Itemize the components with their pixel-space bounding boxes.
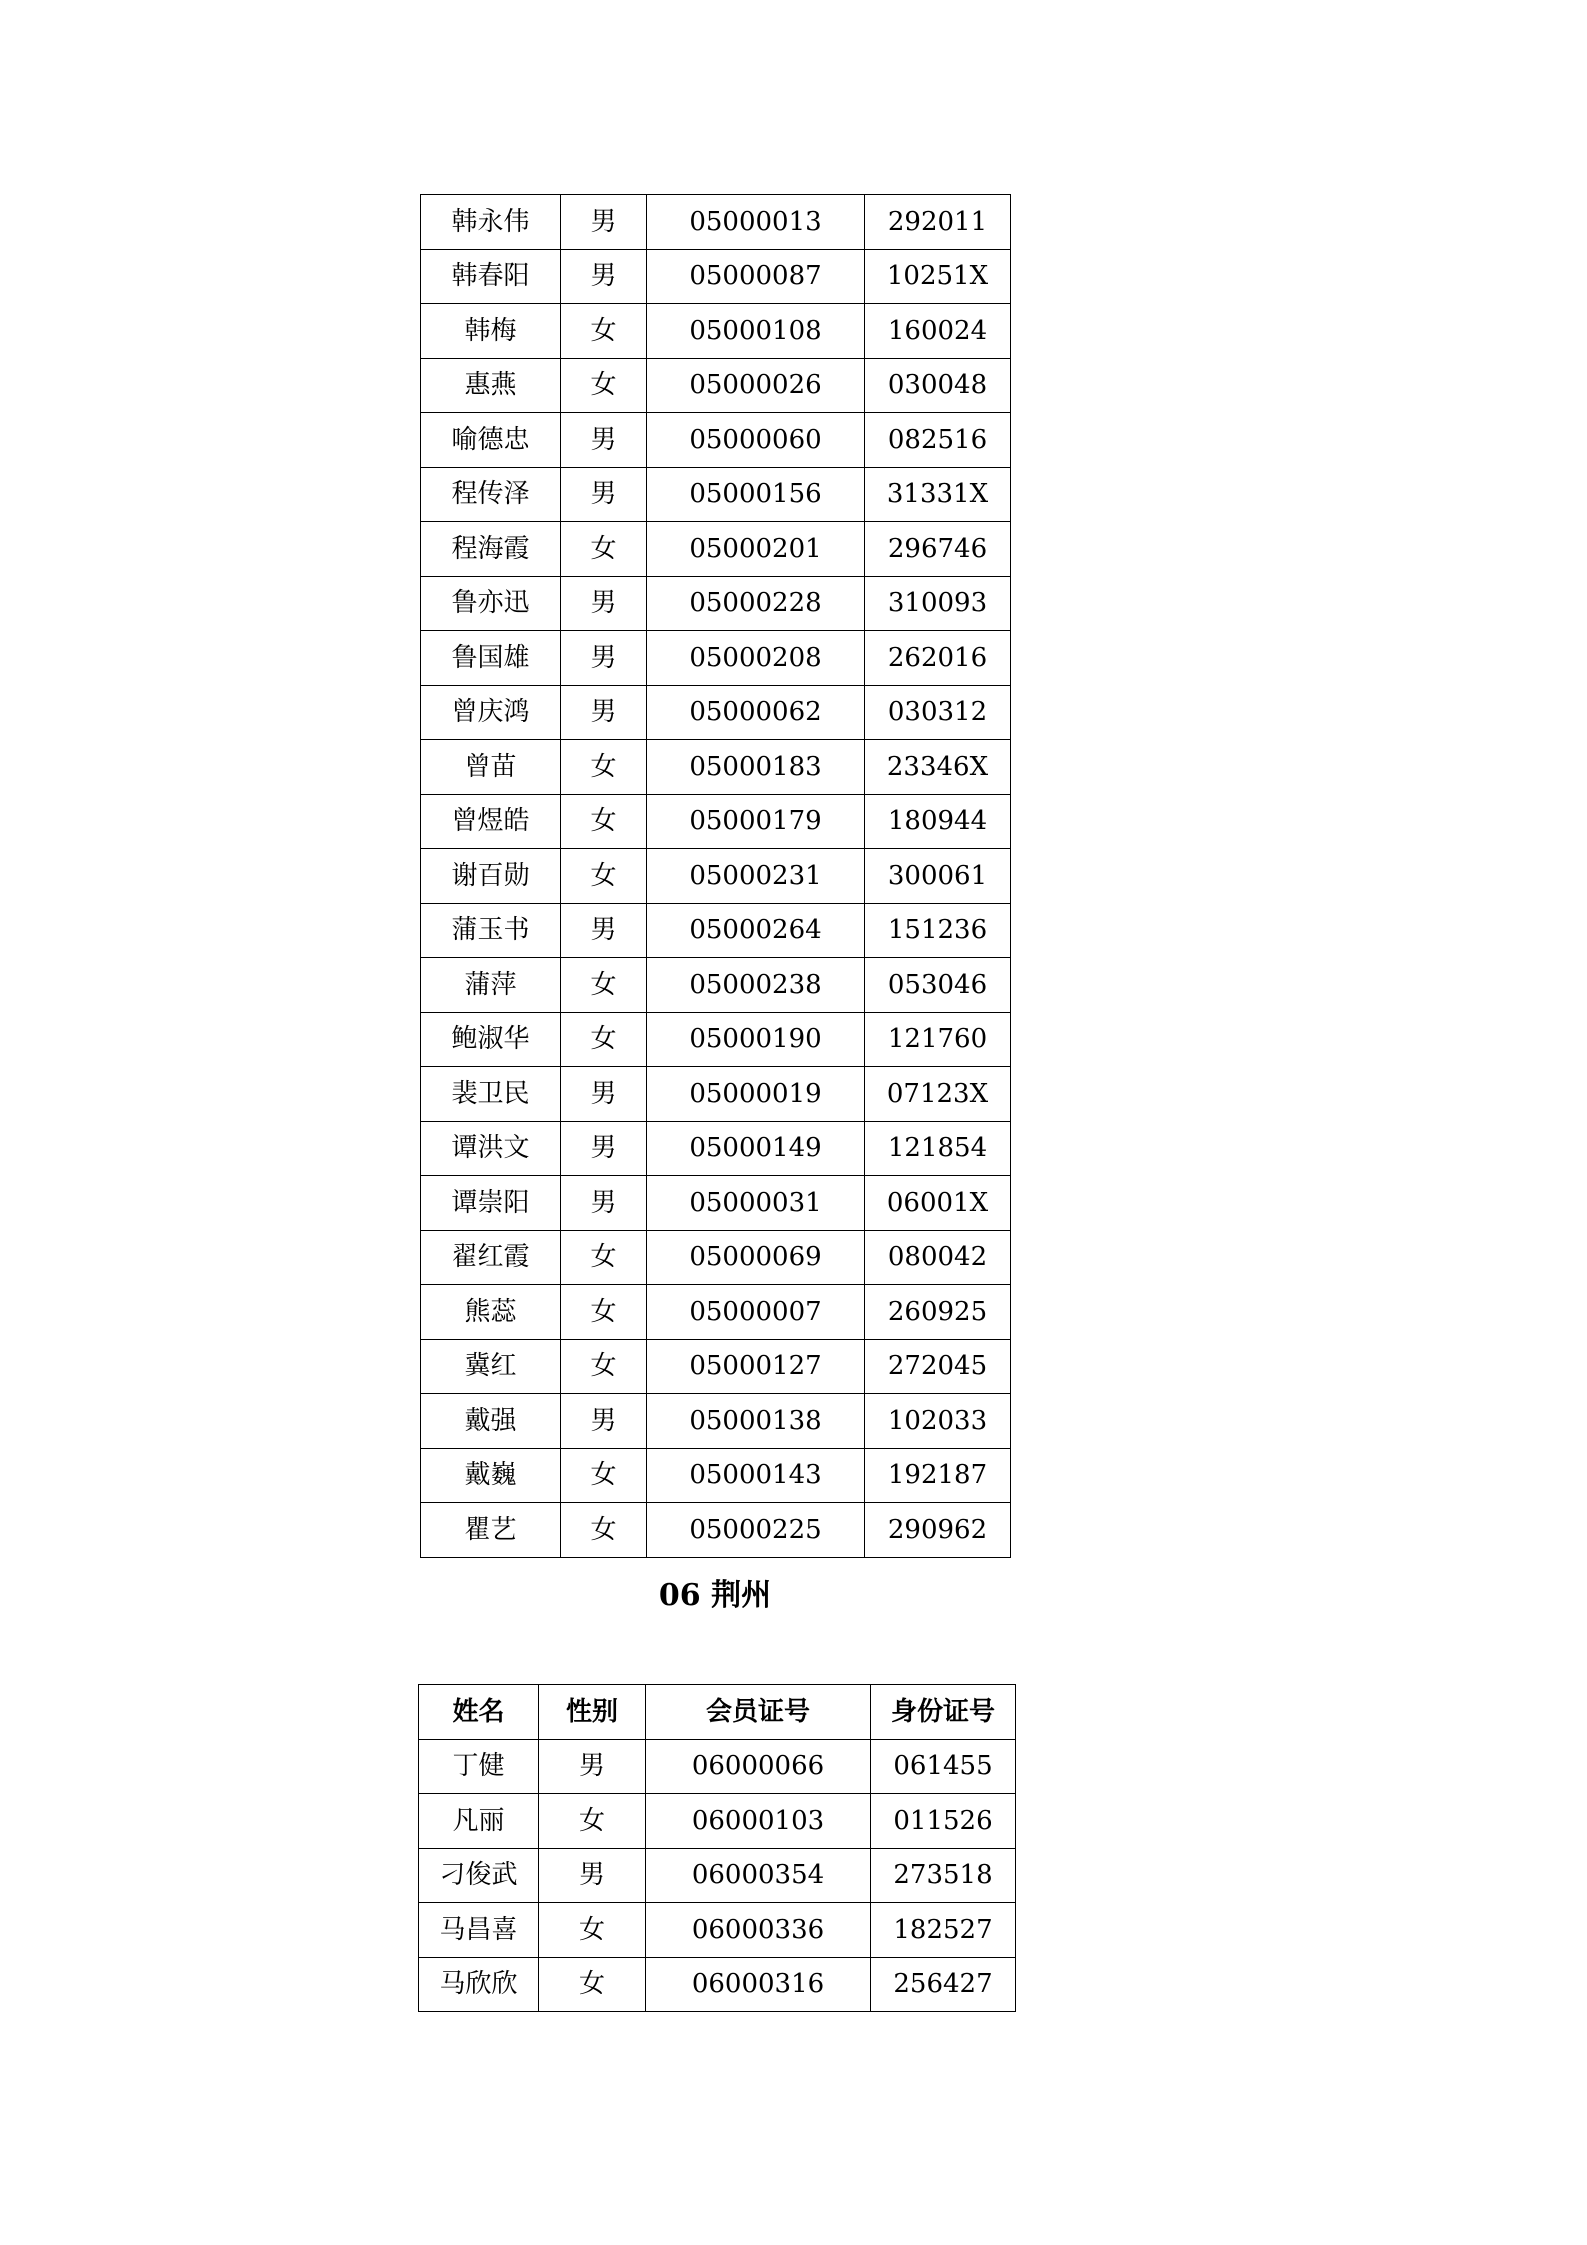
cell-id-number: 310093 xyxy=(865,576,1011,631)
cell-gender: 男 xyxy=(561,903,647,958)
cell-gender: 男 xyxy=(561,1176,647,1231)
cell-gender: 男 xyxy=(539,1739,646,1794)
cell-gender: 男 xyxy=(561,467,647,522)
cell-gender: 男 xyxy=(539,1848,646,1903)
header-name: 姓名 xyxy=(419,1685,539,1740)
cell-id-number: 180944 xyxy=(865,794,1011,849)
cell-name: 曾苗 xyxy=(421,740,561,795)
cell-gender: 女 xyxy=(561,1012,647,1067)
cell-id-number: 31331X xyxy=(865,467,1011,522)
cell-gender: 女 xyxy=(561,1230,647,1285)
cell-gender: 男 xyxy=(561,249,647,304)
table-row xyxy=(421,685,1011,740)
cell-member-id: 05000228 xyxy=(647,576,865,631)
cell-id-number: 256427 xyxy=(871,1957,1016,2012)
cell-gender: 男 xyxy=(561,1121,647,1176)
cell-name: 鲍淑华 xyxy=(421,1012,561,1067)
header-gender: 性别 xyxy=(539,1685,646,1740)
table-row xyxy=(421,794,1011,849)
cell-gender: 女 xyxy=(561,958,647,1013)
cell-gender: 女 xyxy=(539,1903,646,1958)
cell-id-number: 121854 xyxy=(865,1121,1011,1176)
cell-name: 裴卫民 xyxy=(421,1067,561,1122)
cell-name: 程海霞 xyxy=(421,522,561,577)
cell-member-id: 06000103 xyxy=(646,1794,871,1849)
member-table-05-body xyxy=(421,195,1011,1558)
table-row xyxy=(421,631,1011,686)
table-row xyxy=(421,903,1011,958)
cell-member-id: 05000062 xyxy=(647,685,865,740)
table-row xyxy=(419,1794,1016,1849)
cell-member-id: 05000007 xyxy=(647,1285,865,1340)
cell-gender: 女 xyxy=(539,1794,646,1849)
cell-name: 谭洪文 xyxy=(421,1121,561,1176)
cell-id-number: 06001X xyxy=(865,1176,1011,1231)
cell-gender: 女 xyxy=(561,1503,647,1558)
cell-id-number: 292011 xyxy=(865,195,1011,250)
table-row xyxy=(421,1121,1011,1176)
cell-id-number: 273518 xyxy=(871,1848,1016,1903)
cell-id-number: 182527 xyxy=(871,1903,1016,1958)
header-id-number: 身份证号 xyxy=(871,1685,1016,1740)
cell-gender: 男 xyxy=(561,631,647,686)
cell-gender: 男 xyxy=(561,1067,647,1122)
cell-name: 谢百勋 xyxy=(421,849,561,904)
cell-name: 马昌喜 xyxy=(419,1903,539,1958)
cell-name: 曾煜皓 xyxy=(421,794,561,849)
cell-name: 蒲萍 xyxy=(421,958,561,1013)
cell-member-id: 06000336 xyxy=(646,1903,871,1958)
cell-name: 韩梅 xyxy=(421,304,561,359)
cell-id-number: 272045 xyxy=(865,1339,1011,1394)
cell-member-id: 05000143 xyxy=(647,1448,865,1503)
cell-id-number: 300061 xyxy=(865,849,1011,904)
cell-member-id: 06000316 xyxy=(646,1957,871,2012)
cell-name: 鲁国雄 xyxy=(421,631,561,686)
cell-name: 熊蕊 xyxy=(421,1285,561,1340)
cell-name: 鲁亦迅 xyxy=(421,576,561,631)
table-row xyxy=(419,1848,1016,1903)
cell-gender: 女 xyxy=(561,358,647,413)
cell-member-id: 05000026 xyxy=(647,358,865,413)
cell-name: 韩永伟 xyxy=(421,195,561,250)
cell-id-number: 10251X xyxy=(865,249,1011,304)
table-row xyxy=(421,740,1011,795)
table-row xyxy=(421,249,1011,304)
table-row xyxy=(421,1067,1011,1122)
cell-member-id: 05000208 xyxy=(647,631,865,686)
table-row xyxy=(421,1230,1011,1285)
cell-name: 程传泽 xyxy=(421,467,561,522)
cell-name: 惠燕 xyxy=(421,358,561,413)
member-table-05 xyxy=(420,194,1011,1558)
table-row xyxy=(419,1739,1016,1794)
cell-name: 丁健 xyxy=(419,1739,539,1794)
cell-id-number: 121760 xyxy=(865,1012,1011,1067)
cell-gender: 女 xyxy=(561,1285,647,1340)
cell-member-id: 05000031 xyxy=(647,1176,865,1231)
cell-name: 谭崇阳 xyxy=(421,1176,561,1231)
table-row xyxy=(421,467,1011,522)
cell-name: 冀红 xyxy=(421,1339,561,1394)
table-row xyxy=(421,958,1011,1013)
cell-member-id: 05000225 xyxy=(647,1503,865,1558)
cell-member-id: 05000190 xyxy=(647,1012,865,1067)
cell-id-number: 260925 xyxy=(865,1285,1011,1340)
cell-name: 马欣欣 xyxy=(419,1957,539,2012)
table-row xyxy=(421,1448,1011,1503)
header-member-id: 会员证号 xyxy=(646,1685,871,1740)
cell-member-id: 05000183 xyxy=(647,740,865,795)
cell-name: 戴巍 xyxy=(421,1448,561,1503)
table-row xyxy=(421,1285,1011,1340)
table-row xyxy=(421,1503,1011,1558)
cell-id-number: 061455 xyxy=(871,1739,1016,1794)
member-table-06-body xyxy=(419,1739,1016,2012)
cell-gender: 男 xyxy=(561,1394,647,1449)
cell-id-number: 23346X xyxy=(865,740,1011,795)
table-row xyxy=(421,1339,1011,1394)
cell-member-id: 05000069 xyxy=(647,1230,865,1285)
cell-id-number: 080042 xyxy=(865,1230,1011,1285)
cell-gender: 女 xyxy=(561,849,647,904)
cell-gender: 男 xyxy=(561,576,647,631)
cell-member-id: 05000201 xyxy=(647,522,865,577)
cell-gender: 女 xyxy=(561,794,647,849)
cell-gender: 女 xyxy=(561,740,647,795)
cell-id-number: 082516 xyxy=(865,413,1011,468)
table-row xyxy=(421,195,1011,250)
cell-member-id: 05000156 xyxy=(647,467,865,522)
cell-gender: 男 xyxy=(561,413,647,468)
cell-id-number: 290962 xyxy=(865,1503,1011,1558)
cell-member-id: 05000138 xyxy=(647,1394,865,1449)
cell-id-number: 07123X xyxy=(865,1067,1011,1122)
cell-member-id: 05000264 xyxy=(647,903,865,958)
cell-name: 翟红霞 xyxy=(421,1230,561,1285)
cell-name: 喻德忠 xyxy=(421,413,561,468)
cell-name: 凡丽 xyxy=(419,1794,539,1849)
cell-name: 刁俊武 xyxy=(419,1848,539,1903)
table-row xyxy=(421,1394,1011,1449)
cell-id-number: 030048 xyxy=(865,358,1011,413)
cell-id-number: 296746 xyxy=(865,522,1011,577)
cell-member-id: 05000060 xyxy=(647,413,865,468)
cell-member-id: 05000179 xyxy=(647,794,865,849)
cell-member-id: 06000066 xyxy=(646,1739,871,1794)
table-row xyxy=(421,304,1011,359)
cell-member-id: 05000149 xyxy=(647,1121,865,1176)
cell-name: 曾庆鸿 xyxy=(421,685,561,740)
cell-name: 瞿艺 xyxy=(421,1503,561,1558)
cell-member-id: 05000108 xyxy=(647,304,865,359)
table-row xyxy=(421,358,1011,413)
section-title-jingzhou: 06 荆州 xyxy=(658,1578,772,1613)
cell-name: 韩春阳 xyxy=(421,249,561,304)
cell-gender: 女 xyxy=(561,1339,647,1394)
cell-gender: 女 xyxy=(561,1448,647,1503)
cell-name: 蒲玉书 xyxy=(421,903,561,958)
cell-member-id: 06000354 xyxy=(646,1848,871,1903)
table-row xyxy=(421,849,1011,904)
cell-gender: 男 xyxy=(561,195,647,250)
cell-gender: 男 xyxy=(561,685,647,740)
cell-gender: 女 xyxy=(539,1957,646,2012)
cell-member-id: 05000231 xyxy=(647,849,865,904)
cell-gender: 女 xyxy=(561,304,647,359)
table-row xyxy=(421,522,1011,577)
cell-id-number: 192187 xyxy=(865,1448,1011,1503)
table-row xyxy=(421,1176,1011,1231)
table-row xyxy=(419,1903,1016,1958)
table-row xyxy=(421,576,1011,631)
cell-member-id: 05000013 xyxy=(647,195,865,250)
cell-id-number: 102033 xyxy=(865,1394,1011,1449)
table-header-row xyxy=(419,1685,1016,1740)
cell-gender: 女 xyxy=(561,522,647,577)
cell-member-id: 05000019 xyxy=(647,1067,865,1122)
table-row xyxy=(421,1012,1011,1067)
cell-id-number: 030312 xyxy=(865,685,1011,740)
member-table-06 xyxy=(418,1684,1016,2012)
cell-id-number: 011526 xyxy=(871,1794,1016,1849)
cell-member-id: 05000238 xyxy=(647,958,865,1013)
table-row xyxy=(421,413,1011,468)
cell-id-number: 160024 xyxy=(865,304,1011,359)
cell-id-number: 053046 xyxy=(865,958,1011,1013)
cell-member-id: 05000127 xyxy=(647,1339,865,1394)
table-row xyxy=(419,1957,1016,2012)
cell-member-id: 05000087 xyxy=(647,249,865,304)
cell-id-number: 151236 xyxy=(865,903,1011,958)
cell-id-number: 262016 xyxy=(865,631,1011,686)
cell-name: 戴强 xyxy=(421,1394,561,1449)
